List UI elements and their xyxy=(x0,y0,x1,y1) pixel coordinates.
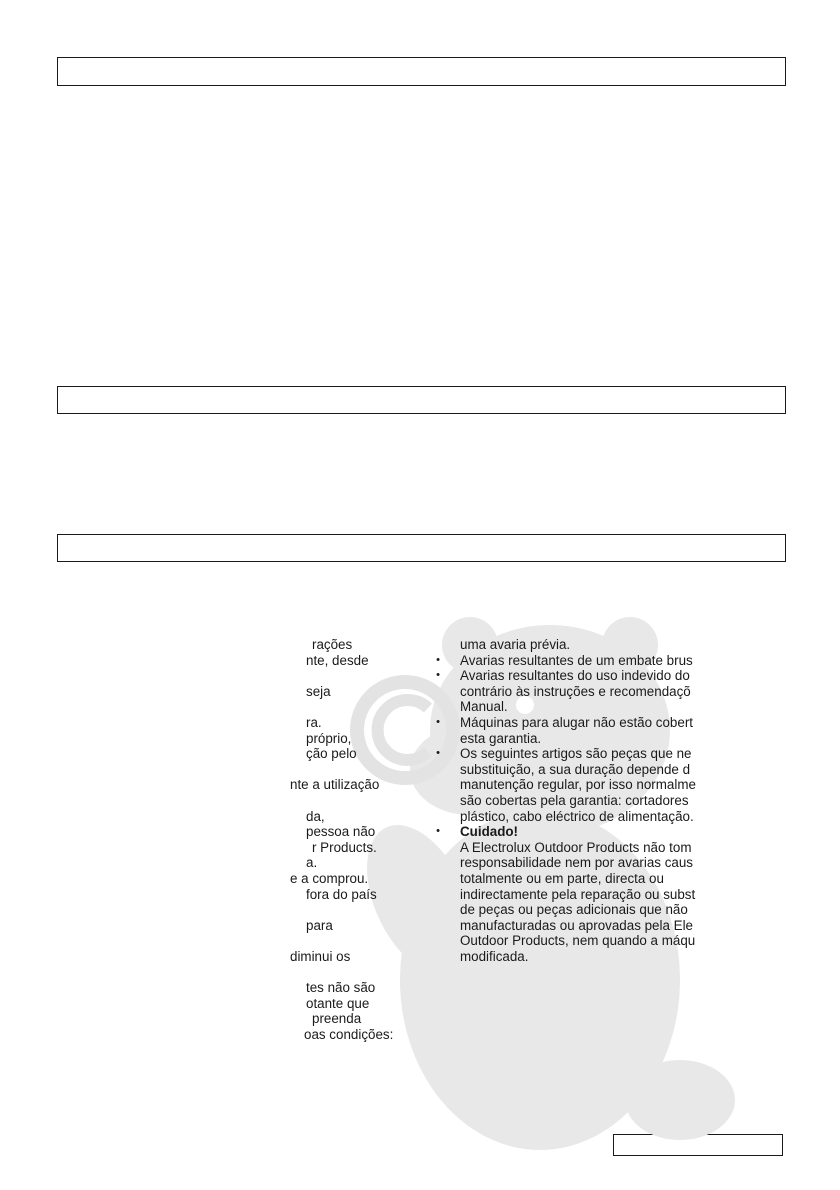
left-column-line: rações xyxy=(312,637,353,652)
left-column-line xyxy=(290,668,425,684)
right-column-line-text: esta garantia. xyxy=(460,730,542,746)
left-column-line xyxy=(290,902,425,918)
right-column-line-text: Avarias resultantes do uso indevido do xyxy=(460,668,690,684)
right-column-line xyxy=(432,653,728,669)
right-column-line-text: substituição, a sua duração depende d xyxy=(460,761,691,777)
right-column-line-text: Manual. xyxy=(460,699,508,715)
left-column-line xyxy=(290,964,425,980)
right-column-line xyxy=(432,777,728,793)
right-column-line xyxy=(432,762,728,778)
left-column-text xyxy=(290,637,425,1042)
bullet-icon: • xyxy=(436,825,440,838)
left-column-line: para xyxy=(306,917,333,933)
right-column-line xyxy=(432,902,728,918)
left-column-line: fora do país xyxy=(306,886,377,902)
right-column-line-text: Máquinas para alugar não estão cobert xyxy=(460,714,694,730)
right-column-line xyxy=(432,824,728,840)
left-column-line xyxy=(290,699,425,715)
left-column-line: preenda xyxy=(312,1011,362,1027)
left-column-line: e a comprou. xyxy=(290,870,369,886)
bullet-icon: • xyxy=(436,715,440,728)
left-column-line: seja xyxy=(306,683,331,699)
right-column-line-text: A Electrolux Outdoor Products não tom xyxy=(460,839,692,855)
left-column-line: r Products. xyxy=(312,839,377,855)
left-column-line: nte a utilização xyxy=(290,777,380,793)
right-column-line xyxy=(432,855,728,871)
right-column-line-text: totalmente ou em parte, directa ou xyxy=(460,870,664,886)
right-column-line xyxy=(432,746,728,762)
left-column-line: da, xyxy=(306,808,325,824)
right-column-line-text: são cobertas pela garantia: cortadores xyxy=(460,792,689,808)
bullet-icon: • xyxy=(436,669,440,682)
right-column-text xyxy=(432,637,728,964)
bullet-icon: • xyxy=(436,747,440,760)
right-column-line xyxy=(432,871,728,887)
left-column-line: próprio, xyxy=(306,730,352,746)
right-column-line-text: de peças ou peças adicionais que não xyxy=(460,902,688,918)
left-column-line: ra. xyxy=(306,714,322,730)
left-column-line: oas condições: xyxy=(304,1026,394,1042)
right-column-line-text: Outdoor Products, nem quando a máqu xyxy=(460,933,696,949)
left-column-line: otante que xyxy=(306,995,370,1011)
left-column-line: nte, desde xyxy=(306,652,369,668)
right-column-line xyxy=(432,887,728,903)
section-header-box-1 xyxy=(57,57,786,86)
left-column-line xyxy=(290,793,425,809)
section-header-box-2 xyxy=(57,386,786,414)
right-column-line-text: contrário às instruções e recomendaçõ xyxy=(460,683,691,699)
bullet-icon: • xyxy=(436,653,440,666)
right-column-line xyxy=(432,637,728,653)
right-column-line-text: Avarias resultantes de um embate brus xyxy=(460,652,693,668)
right-column-line-text: manufacturadas ou aprovadas pela Ele xyxy=(460,917,694,933)
right-column-line-text: manutenção regular, por isso normalme xyxy=(460,777,696,793)
right-column-line xyxy=(432,731,728,747)
right-column-line xyxy=(432,949,728,965)
right-column-line-text: plástico, cabo eléctrico de alimentação. xyxy=(460,808,694,824)
right-column-line-text: Cuidado! xyxy=(460,824,519,840)
right-column-line xyxy=(432,699,728,715)
right-column-line xyxy=(432,715,728,731)
right-column-line-text: uma avaria prévia. xyxy=(460,637,571,652)
right-column-line xyxy=(432,793,728,809)
left-column-line: pessoa não xyxy=(306,824,376,840)
left-column-line: diminui os xyxy=(290,948,351,964)
right-column-line xyxy=(432,933,728,949)
left-column-line xyxy=(290,762,425,778)
right-column-line xyxy=(432,809,728,825)
right-column-line xyxy=(432,684,728,700)
right-column-line xyxy=(432,840,728,856)
left-column-line xyxy=(290,933,425,949)
right-column-line-text: Os seguintes artigos são peças que ne xyxy=(460,746,692,762)
right-column-line-text: responsabilidade nem por avarias caus xyxy=(460,855,693,871)
section-header-box-3 xyxy=(57,534,786,562)
left-column-line: a. xyxy=(306,855,318,871)
right-column-line xyxy=(432,918,728,934)
left-column-line: tes não são xyxy=(306,980,376,996)
left-column-line: ção pelo xyxy=(306,746,357,762)
right-column-line-text: indirectamente pela reparação ou subst xyxy=(460,886,696,902)
right-column-line-text: modificada. xyxy=(460,948,529,964)
right-column-line xyxy=(432,668,728,684)
